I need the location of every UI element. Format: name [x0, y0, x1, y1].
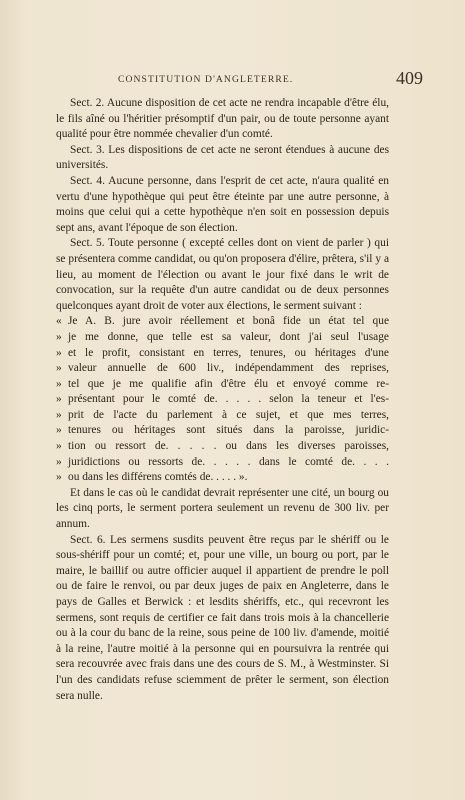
oath-line-text: présentant pour le comté de. . . . . selon la teneur et l'es- [68, 393, 389, 406]
paragraph-cite-bourg: Et dans le cas où le candidat devrait représenter une cité, un bourg ou les cinq ports, le serment portera seulement un revenu de 300 liv. per annum. [56, 486, 389, 531]
oath-line [56, 439, 389, 455]
quote-mark: » [56, 455, 62, 468]
oath-line-text: ou dans les différens comtés de. . . . . ». [68, 471, 248, 484]
oath-line [56, 392, 389, 408]
oath-line [56, 330, 389, 346]
oath-line [56, 346, 389, 362]
quote-mark: » [56, 346, 62, 359]
quote-mark: » [56, 408, 62, 421]
quote-mark: » [56, 424, 62, 437]
paragraph-sect-3: Sect. 3. Les dispositions de cet acte ne seront étendues à aucune des universités. [56, 143, 389, 172]
paragraph-sect-4: Sect. 4. Aucune personne, dans l'esprit de cet acte, n'aura qualité en vertu d'une hypothèque qui peut être éteinte par une autre personne, à moins que celui qui a cette hypothèque n'en soit en possession depuis sept ans, avant l'époque de son élection. [56, 174, 389, 234]
quote-mark: » [56, 377, 62, 390]
oath-line-text: Je A. B. jure avoir réellement et bonâ fide un état tel que [68, 315, 389, 328]
oath-line-text: juridictions ou ressorts de. . . . . dans le comté de. . . . [68, 455, 389, 468]
oath-line [56, 408, 389, 424]
quote-mark: » [56, 471, 62, 484]
running-head: CONSTITUTION D'ANGLETERRE. [118, 74, 294, 85]
oath-line-text: je me donne, que telle est sa valeur, dont j'ai seul l'usage [68, 330, 389, 343]
oath-line-text: valeur annuelle de 600 liv., indépendamment des reprises, [68, 362, 389, 375]
oath-line [56, 455, 389, 471]
page-body [56, 96, 389, 704]
oath-line-text: tenures ou héritages sont situés dans la paroisse, juridic- [68, 424, 389, 437]
oath-line-text: et le profit, consistant en terres, tenures, ou héritages d'une [68, 346, 389, 359]
oath-line-text: prit de l'acte du parlement à ce sujet, et que mes terres, [68, 408, 389, 421]
oath-line [56, 423, 389, 439]
quote-mark: » [56, 330, 62, 343]
oath-line [56, 377, 389, 393]
page-header [56, 70, 425, 92]
quote-mark: » [56, 362, 62, 375]
oath-line-text: tel que je me qualifie afin d'être élu et envoyé comme re- [68, 377, 389, 390]
quote-mark: « [56, 315, 62, 328]
paragraph-sect-5: Sect. 5. Toute personne ( excepté celles dont on vient de parler ) qui se présentera comme candidat, ou qu'on proposera d'élire, prêtera, s'il y a lieu, au moment de l'élection ou avant le jour fixé dans le writ de convocation, sur la requête d'un autre candidat ou de deux personnes quelconques ayant droit de voter aux élections, le serment suivant : [56, 237, 389, 312]
paragraph-sect-2: Sect. 2. Aucune disposition de cet acte ne rendra incapable d'être élu, le fils aîné ou l'héritier présomptif d'un pair, ou de toute personne ayant qualité pour être nommée chevalier d'un comté. [56, 97, 389, 141]
quote-mark: » [56, 440, 62, 453]
paragraph-sect-6: Sect. 6. Les sermens susdits peuvent être reçus par le shériff ou le sous-shériff pour un comté; et, pour une ville, un bourg ou port, par le maire, le baillif ou autre officier auquel il appartient de prendre le poll ou de faire le renvoi, ou par deux juges de paix en Angleterre, dans le pays de Galles et Berwick : et lesdits shériffs, etc., qui recevront les sermens, sont requis de certifier ce fait dans trois mois à la chancellerie ou à la cour du banc de la reine, sous peine de 100 liv. d'amende, moitié à la reine, l'autre moitié à la personne qui en poursuivra la rentrée qui sera recouvrée avec frais dans une des cours de S. M., à Westminster. Si l'un des candidats refuse sciemment de prêter le serment, son élection sera nulle. [56, 533, 389, 702]
page-number: 409 [396, 68, 423, 88]
oath-line-text: tion ou ressort de. . . . . ou dans les diverses paroisses, [68, 440, 389, 453]
oath-line [56, 314, 389, 330]
oath-line [56, 361, 389, 377]
oath-line [56, 470, 389, 486]
quote-mark: » [56, 393, 62, 406]
oath-quote [56, 314, 389, 486]
